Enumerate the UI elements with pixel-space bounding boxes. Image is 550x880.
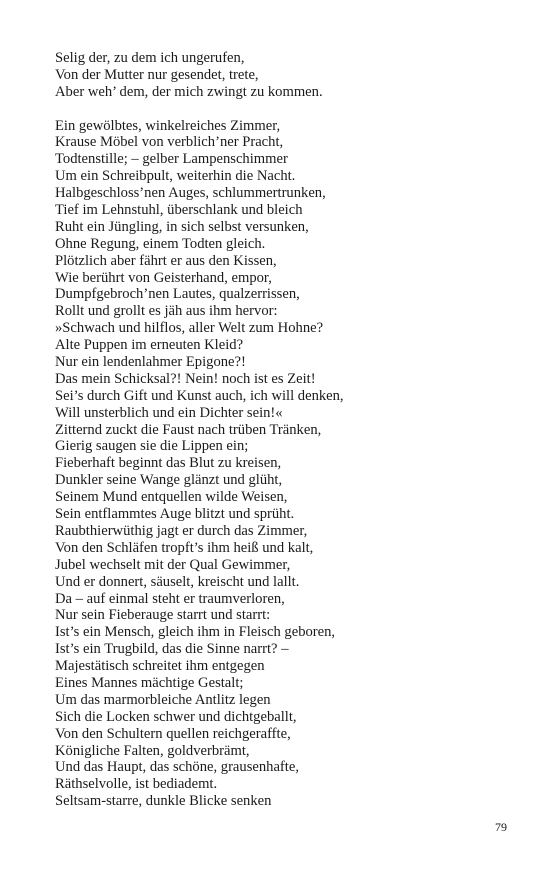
verse-line: Nur sein Fieberauge starrt und starrt: (55, 607, 271, 624)
verse-line: Ruht ein Jüngling, in sich selbst versunken, (55, 218, 309, 235)
verse-line: Nur ein lendenlahmer Epigone?! (55, 354, 246, 371)
page-number: 79 (495, 820, 507, 834)
stanza (55, 50, 525, 101)
verse-line: Majestätisch schreitet ihm entgegen (55, 658, 265, 675)
verse-line: Um das marmorbleiche Antlitz legen (55, 691, 271, 708)
verse-line: Ist’s ein Trugbild, das die Sinne narrt? – (55, 641, 289, 658)
verse-line: Wie berührt von Geisterhand, empor, (55, 269, 272, 286)
verse-line: Halbgeschloss’nen Auges, schlummertrunken, (55, 185, 326, 202)
verse-line: Ein gewölbtes, winkelreiches Zimmer, (55, 117, 281, 134)
verse-line: Sei’s durch Gift und Kunst auch, ich will denken, (55, 387, 344, 404)
verse-line: Von den Schultern quellen reichgeraffte, (55, 725, 291, 742)
verse-line: Und das Haupt, das schöne, grausenhafte, (55, 759, 299, 776)
verse-line: Eines Mannes mächtige Gestalt; (55, 674, 244, 691)
verse-line: Räthselvolle, ist bediademt. (55, 776, 218, 793)
verse-line: Von den Schläfen tropft’s ihm heiß und kalt, (55, 539, 314, 556)
verse-line: Dumpfgebroch’nen Lautes, qualzerrissen, (55, 286, 300, 303)
verse-line: Tief im Lehnstuhl, überschlank und bleich (55, 202, 303, 219)
verse-line: Ist’s ein Mensch, gleich ihm in Fleisch geboren, (55, 624, 336, 641)
verse-line: Will unsterblich und ein Dichter sein!« (55, 404, 283, 421)
verse-line: Königliche Falten, goldverbrämt, (55, 742, 250, 759)
verse-line: Seinem Mund entquellen wilde Weisen, (55, 489, 288, 506)
verse-line: Plötzlich aber fährt er aus den Kissen, (55, 252, 277, 269)
verse-line: Und er donnert, säuselt, kreischt und lallt. (55, 573, 300, 590)
stanza (55, 118, 525, 811)
verse-line: Das mein Schicksal?! Nein! noch ist es Zeit! (55, 370, 316, 387)
verse-line: Da – auf einmal steht er traumverloren, (55, 590, 285, 607)
verse-line: Krause Möbel von verblich’ner Pracht, (55, 134, 284, 151)
verse-line: Raubthierwüthig jagt er durch das Zimmer, (55, 522, 308, 539)
verse-line: Selig der, zu dem ich ungerufen, (55, 50, 245, 66)
verse-line: Ohne Regung, einem Todten gleich. (55, 235, 266, 252)
verse-line: Aber weh’ dem, der mich zwingt zu kommen. (55, 83, 323, 100)
verse-line: Fieberhaft beginnt das Blut zu kreisen, (55, 455, 282, 472)
verse-line: Von der Mutter nur gesendet, trete, (55, 66, 259, 83)
verse-line: Sein entflammtes Auge blitzt und sprüht. (55, 506, 295, 523)
verse-line: Alte Puppen im erneuten Kleid? (55, 337, 244, 354)
verse-line: Jubel wechselt mit der Qual Gewimmer, (55, 556, 291, 573)
verse-line: Sich die Locken schwer und dichtgeballt, (55, 708, 297, 725)
verse-line: Um ein Schreibpult, weiterhin die Nacht. (55, 168, 296, 185)
verse-line: Dunkler seine Wange glänzt und glüht, (55, 472, 283, 489)
verse-line: Rollt und grollt es jäh aus ihm hervor: (55, 303, 278, 320)
verse-line: Seltsam-starre, dunkle Blicke senken (55, 793, 272, 810)
verse-line: Gierig saugen sie die Lippen ein; (55, 438, 249, 455)
verse-line: »Schwach und hilflos, aller Welt zum Hohne? (55, 320, 324, 337)
poem-text (55, 50, 525, 810)
verse-line: Todtenstille; – gelber Lampenschimmer (55, 151, 288, 168)
verse-line: Zitternd zuckt die Faust nach trüben Tränken, (55, 421, 322, 438)
